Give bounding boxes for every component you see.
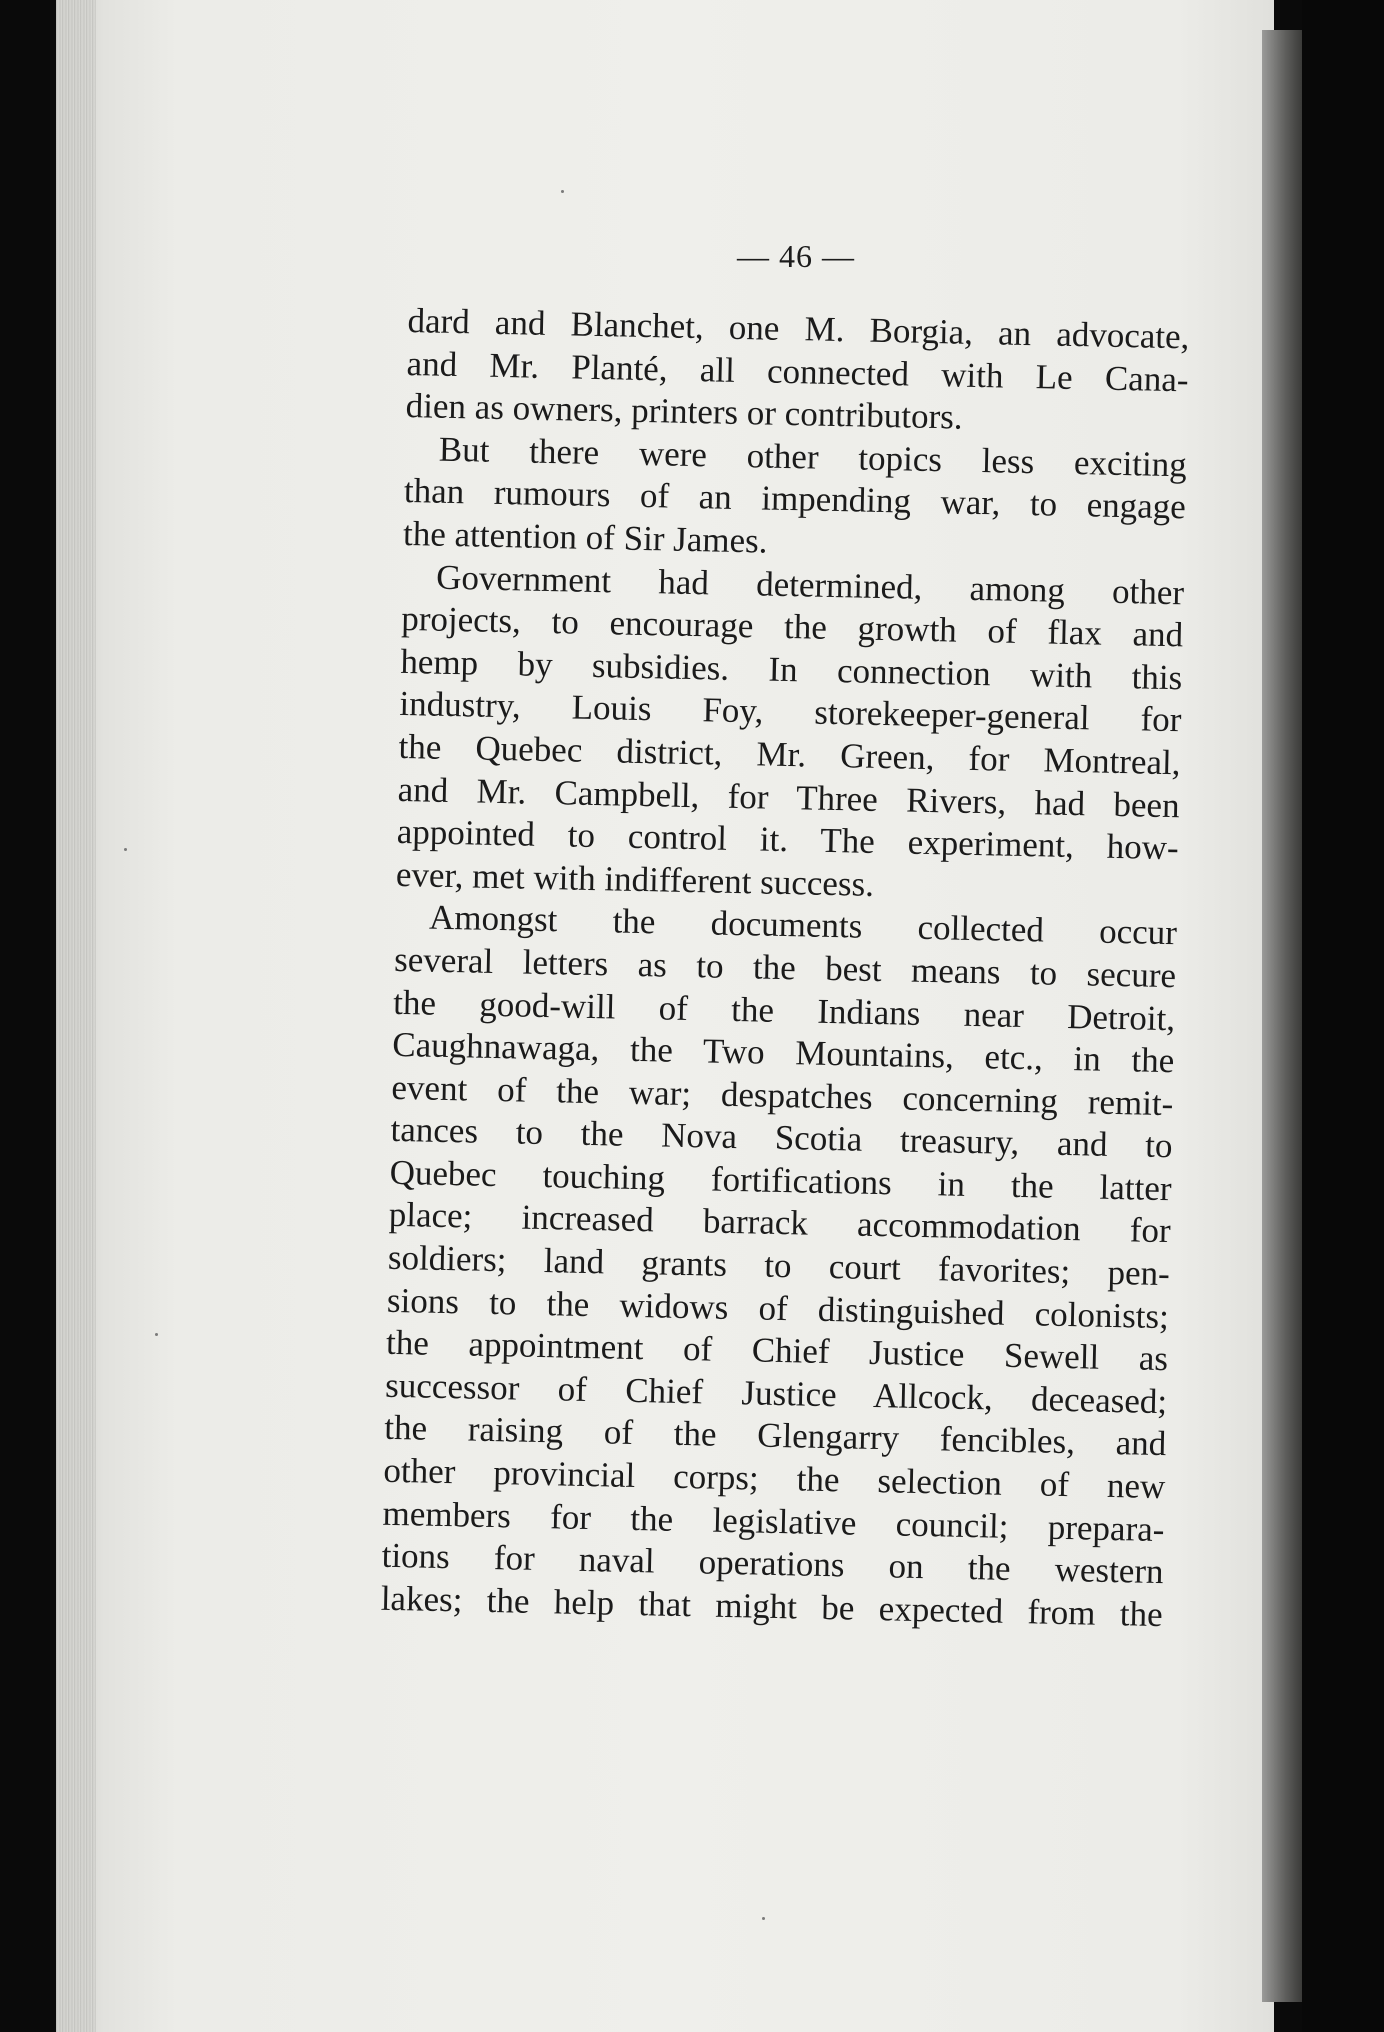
text-line: and Mr. Campbell, for Three Rivers, had been: [397, 769, 1180, 825]
speck: [561, 190, 564, 193]
text-line: several letters as to the best means to secure: [393, 939, 1177, 996]
text-line: and Mr. Planté, all connected with Le Cana-: [406, 343, 1189, 399]
text-line: place; increased barrack accommodation for: [388, 1195, 1172, 1251]
text-line: members for the legislative council; prepara-: [382, 1493, 1165, 1549]
speck: [155, 1333, 158, 1336]
speck: [762, 1917, 765, 1920]
text-line: industry, Louis Foy, storekeeper-general for: [399, 684, 1182, 740]
text-line: appointed to control it. The experiment, how-: [396, 812, 1180, 868]
speck: [124, 848, 127, 851]
text-line: than rumours of an impending war, to engage: [403, 471, 1187, 527]
text-line: dien as owners, printers or contributors.: [405, 386, 964, 437]
text-line: ever, met with indifferent success.: [395, 854, 875, 904]
page-number: — 46 —: [737, 238, 855, 274]
text-line: the Quebec district, Mr. Green, for Montreal,: [398, 726, 1181, 783]
text-line: sions to the widows of distinguished colonists;: [386, 1280, 1170, 1336]
text-line: dard and Blanchet, one M. Borgia, an advocate,: [407, 300, 1190, 357]
text-line: Quebec touching fortifications in the latter: [389, 1152, 1172, 1209]
text-line: soldiers; land grants to court favorites; pen-: [387, 1237, 1171, 1294]
text-line: Caughnawaga, the Two Mountains, etc., in the: [391, 1024, 1175, 1081]
text-line: hemp by subsidies. In connection with this: [400, 641, 1183, 698]
text-line: tions for naval operations on the western: [381, 1535, 1164, 1592]
text-line: event of the war; despatches concerning remit-: [391, 1067, 1174, 1123]
text-line: the attention of Sir James.: [402, 513, 768, 561]
text-line: other provincial corps; the selection of new: [383, 1450, 1166, 1507]
text-line: the raising of the Glengarry fencibles, and: [383, 1408, 1167, 1464]
binding-shadow: [1262, 30, 1302, 2002]
scan-border: [1302, 0, 1384, 2032]
text-line: projects, to encourage the growth of flax and: [400, 599, 1184, 655]
text-line: the appointment of Chief Justice Sewell as: [385, 1323, 1169, 1379]
text-line: tances to the Nova Scotia treasury, and to: [390, 1110, 1173, 1166]
text-line: lakes; the help that might be expected from the: [380, 1578, 1164, 1634]
page-edges: [56, 0, 96, 2032]
body-text: [380, 300, 1189, 1636]
text-line: Amongst the documents collected occur: [428, 897, 1178, 953]
text-line: But there were other topics less exciting: [438, 429, 1188, 485]
text-line: the good-will of the Indians near Detroit,: [392, 982, 1176, 1038]
text-line: Government had determined, among other: [435, 557, 1185, 612]
text-line: successor of Chief Justice Allcock, deceased;: [384, 1365, 1168, 1421]
